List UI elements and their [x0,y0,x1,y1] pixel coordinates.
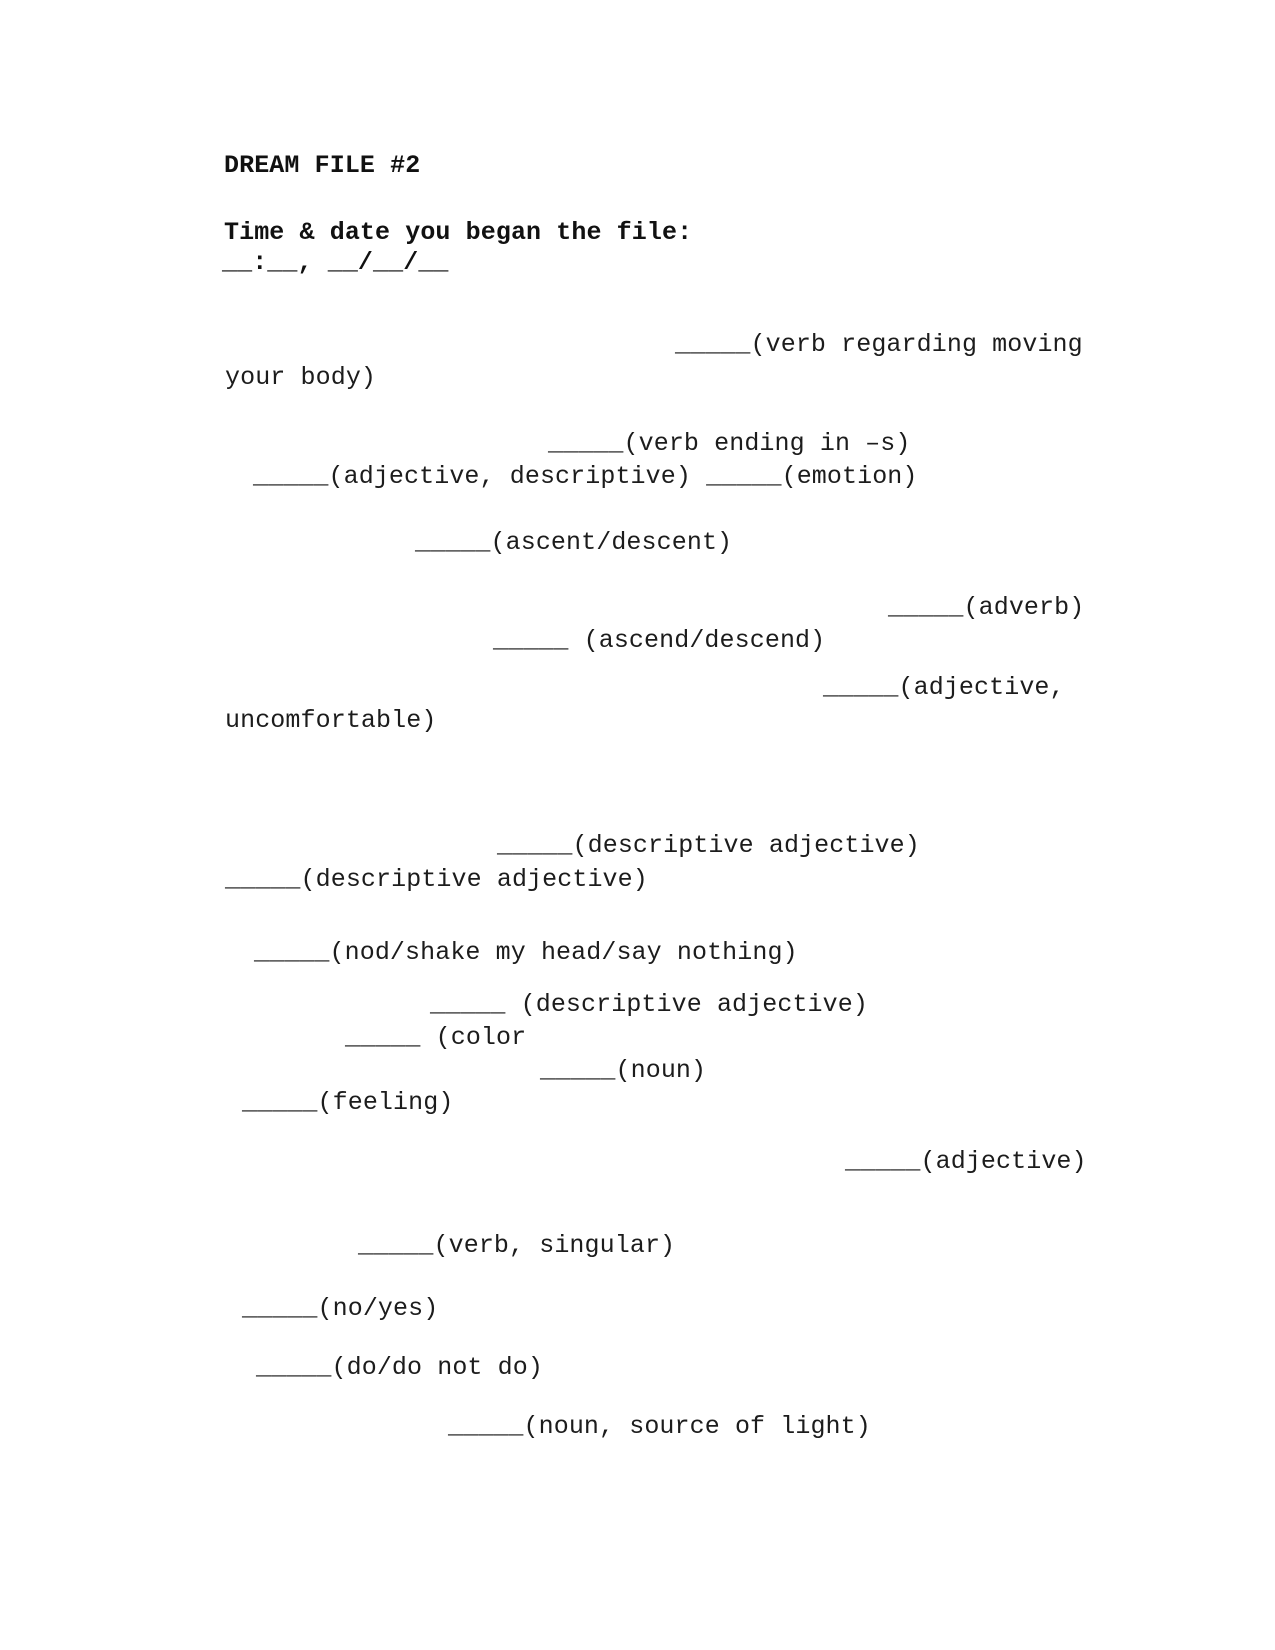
blank-verb-moving-body-wrap: your body) [225,363,377,392]
blank-descriptive-adjective-1: _____(descriptive adjective) [497,831,920,860]
blank-verb-moving-body: _____(verb regarding moving [675,330,1083,359]
blank-adverb: _____(adverb) [888,593,1085,622]
blank-adjective-descriptive-emotion: _____(adjective, descriptive) _____(emotion) [253,462,918,491]
blank-adjective-uncomfortable-wrap: uncomfortable) [225,706,437,735]
blank-verb-ending-in-s: _____(verb ending in –s) [548,429,911,458]
blank-do-do-not-do: _____(do/do not do) [256,1353,543,1382]
blank-feeling: _____(feeling) [242,1088,454,1117]
blank-verb-singular: _____(verb, singular) [358,1231,676,1260]
blank-noun-source-of-light: _____(noun, source of light) [448,1412,871,1441]
blank-color: _____ (color [345,1023,527,1052]
time-date-label: Time & date you began the file: [224,218,693,247]
blank-adjective-uncomfortable: _____(adjective, [823,673,1065,702]
blank-ascent-descent: _____(ascent/descent) [415,528,733,557]
blank-noun: _____(noun) [540,1056,707,1085]
blank-no-yes: _____(no/yes) [242,1294,439,1323]
time-date-blanks: __:__, __/__/__ [222,248,449,277]
blank-descriptive-adjective-2: _____(descriptive adjective) [225,865,648,894]
blank-adjective: _____(adjective) [845,1147,1087,1176]
blank-ascend-descend: _____ (ascend/descend) [493,626,826,655]
blank-descriptive-adjective-3: _____ (descriptive adjective) [430,990,868,1019]
blank-nod-shake-say-nothing: _____(nod/shake my head/say nothing) [254,938,798,967]
title: DREAM FILE #2 [224,151,421,180]
